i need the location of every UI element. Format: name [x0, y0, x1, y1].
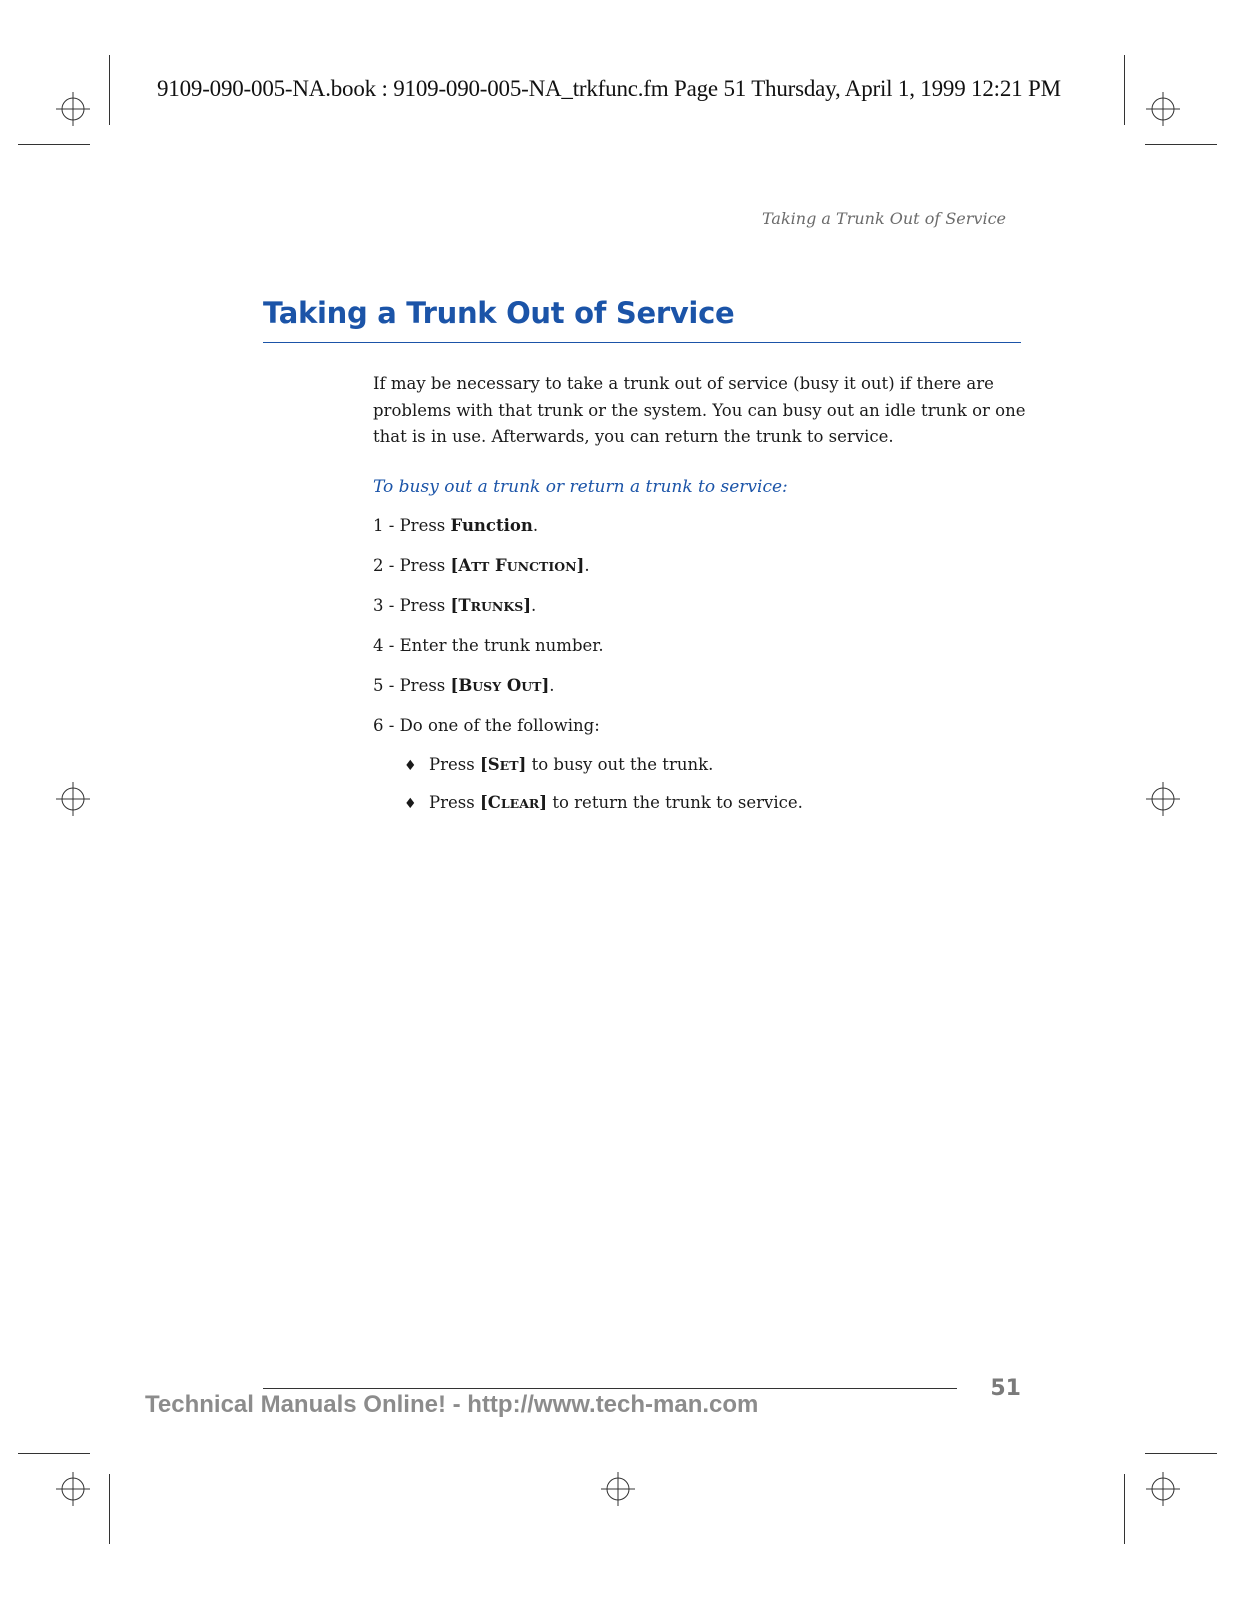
- step-6: [373, 716, 600, 735]
- step-text: Press: [399, 556, 451, 575]
- procedure-heading: To busy out a trunk or return a trunk to service:: [373, 477, 788, 497]
- page-title: Taking a Trunk Out of Service: [263, 296, 735, 330]
- registration-mark-icon: [1146, 782, 1180, 816]
- step-2: [373, 556, 590, 575]
- softkey-label: [CLEAR]: [479, 793, 548, 812]
- option-item: [404, 793, 803, 812]
- crop-mark: [18, 144, 90, 145]
- key-label: Function: [450, 516, 533, 535]
- option-text: Press: [429, 793, 480, 812]
- watermark-text: Technical Manuals Online! - http://www.tech-man.com: [145, 1391, 759, 1418]
- crop-mark: [1124, 55, 1125, 125]
- step-text: Enter the trunk number.: [399, 636, 604, 655]
- step-text: .: [584, 556, 590, 575]
- step-text: Do one of the following:: [399, 716, 600, 735]
- diamond-bullet-icon: ♦: [404, 758, 417, 774]
- step-number: 4 -: [373, 636, 400, 655]
- step-number: 6 -: [373, 716, 400, 735]
- step-3: [373, 596, 536, 615]
- page-number: 51: [990, 1376, 1021, 1401]
- crop-mark: [18, 1453, 90, 1454]
- step-1: [373, 516, 538, 535]
- step-text: Press: [399, 516, 451, 535]
- registration-mark-icon: [56, 92, 90, 126]
- softkey-label: [TRUNKS]: [450, 596, 532, 615]
- step-number: 3 -: [373, 596, 400, 615]
- footer-rule: [263, 1388, 957, 1389]
- registration-mark-icon: [1146, 92, 1180, 126]
- diamond-bullet-icon: ♦: [404, 796, 417, 812]
- step-text: Press: [399, 676, 451, 695]
- registration-mark-icon: [1146, 1472, 1180, 1506]
- registration-mark-icon: [601, 1472, 635, 1506]
- softkey-label: [ATT FUNCTION]: [450, 556, 585, 575]
- option-text: Press: [429, 755, 480, 774]
- title-rule: [263, 342, 1021, 343]
- step-text: .: [532, 516, 539, 535]
- step-number: 2 -: [373, 556, 400, 575]
- registration-mark-icon: [56, 782, 90, 816]
- file-info-header: 9109-090-005-NA.book : 9109-090-005-NA_trkfunc.fm Page 51 Thursday, April 1, 1999 12:21 PM: [157, 76, 1061, 101]
- step-number: 1 -: [373, 516, 400, 535]
- option-text: to return the trunk to service.: [547, 793, 803, 812]
- step-text: .: [549, 676, 555, 695]
- softkey-label: [SET]: [479, 755, 527, 774]
- option-text: to busy out the trunk.: [526, 755, 714, 774]
- running-head: Taking a Trunk Out of Service: [762, 209, 1006, 228]
- step-number: 5 -: [373, 676, 400, 695]
- crop-mark: [1145, 1453, 1217, 1454]
- intro-paragraph: If may be necessary to take a trunk out of service (busy it out) if there are problems with that trunk or the system. You can busy out an idle trunk or one that is in use. Afterwards, you can return the trunk to service.: [373, 374, 1026, 446]
- crop-mark: [1145, 144, 1217, 145]
- step-text: Press: [399, 596, 451, 615]
- step-text: .: [531, 596, 537, 615]
- step-4: [373, 636, 604, 655]
- registration-mark-icon: [56, 1472, 90, 1506]
- crop-mark: [1124, 1474, 1125, 1544]
- step-5: [373, 676, 555, 695]
- crop-mark: [109, 1474, 110, 1544]
- softkey-label: [BUSY OUT]: [450, 676, 550, 695]
- crop-mark: [109, 55, 110, 125]
- option-item: [404, 755, 713, 774]
